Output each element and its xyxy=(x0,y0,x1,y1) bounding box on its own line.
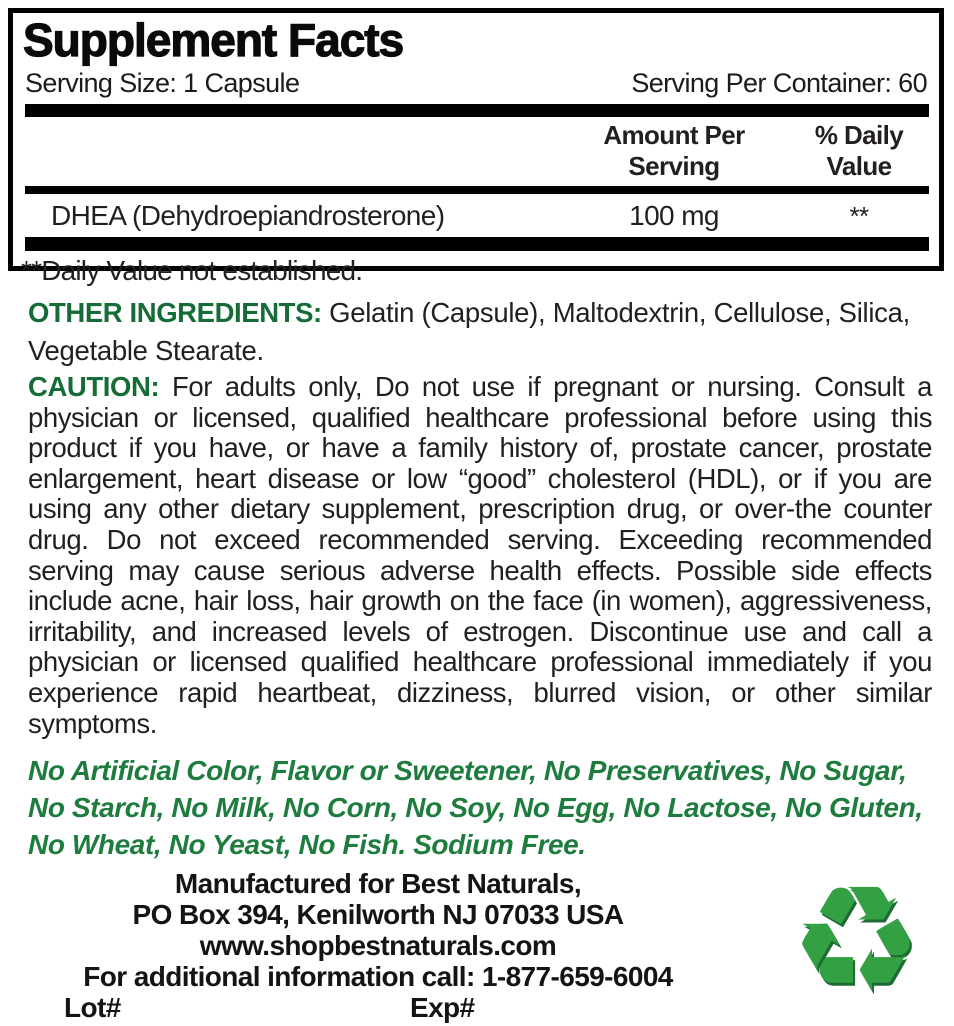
other-ingredients-paragraph xyxy=(28,294,932,370)
ingredient-name: DHEA (Dehydroepiandrosterone) xyxy=(51,200,445,231)
exp-label: Exp# xyxy=(410,992,475,1023)
other-ingredients-text: Gelatin (Capsule), Maltodextrin, Cellulose, Silica, Vegetable Stearate. xyxy=(28,297,910,366)
ingredient-amount: 100 mg xyxy=(629,200,719,231)
divider-bar-medium xyxy=(25,186,929,194)
divider-bar-thick-top xyxy=(25,104,929,117)
ingredient-daily-value: ** xyxy=(849,201,869,231)
caution-text: For adults only, Do not use if pregnant or nursing. Consult a physician or licensed, qualified healthcare professional before using this product if you have, or have a family history of, prostate cancer, prostate enlargement, heart disease or low “good” cholesterol (HDL), or if you are using any other dietary supplement, prescription drug, or over-the counter drug. Do not exceed recommended serving. Exceeding recommended serving may cause serious adverse health effects. Possible side effects include acne, hair loss, hair growth on the face (in women), aggressiveness, irritability, and increased levels of estrogen. Discontinue use and call a physician or licensed qualified healthcare professional immediately if you experience rapid heartbeat, dizziness, blurred vision, or other similar symptoms. xyxy=(28,371,932,739)
daily-value-footnote: **Daily Value not established. xyxy=(21,255,363,286)
manufacturer-block xyxy=(28,868,728,1023)
free-of-claims: No Artificial Color, Flavor or Sweetener, No Preservatives, No Sugar, No Starch, No Milk, No Corn, No Soy, No Egg, No Lactose, No Gluten, No Wheat, No Yeast, No Fish. Sodium Free. xyxy=(28,755,923,860)
manufacturer-line: Manufactured for Best Naturals, xyxy=(174,868,582,899)
panel-title: Supplement Facts xyxy=(23,14,404,66)
other-ingredients-label: OTHER INGREDIENTS: xyxy=(28,297,322,328)
lot-exp-row xyxy=(28,992,728,1023)
column-headers xyxy=(13,117,939,186)
address-line: PO Box 394, Kenilworth NJ 07033 USA xyxy=(132,899,624,930)
serving-row xyxy=(13,65,939,98)
supplement-facts-panel xyxy=(8,8,944,286)
phone-line: For additional information call: 1-877-659-6004 xyxy=(83,961,673,992)
serving-size: Serving Size: 1 Capsule xyxy=(25,68,300,98)
divider-bar-thick-bottom xyxy=(25,237,929,251)
servings-per-container: Serving Per Container: 60 xyxy=(631,68,927,98)
recycle-icon: ♻ xyxy=(789,854,923,1026)
caution-paragraph xyxy=(28,372,932,739)
daily-value-header: % Daily Value xyxy=(814,120,904,181)
website: www.shopbestnaturals.com xyxy=(199,930,557,961)
amount-per-serving-header: Amount Per Serving xyxy=(603,120,745,181)
caution-label: CAUTION: xyxy=(28,371,160,402)
lot-label: Lot# xyxy=(64,992,121,1023)
ingredient-row xyxy=(13,194,939,237)
